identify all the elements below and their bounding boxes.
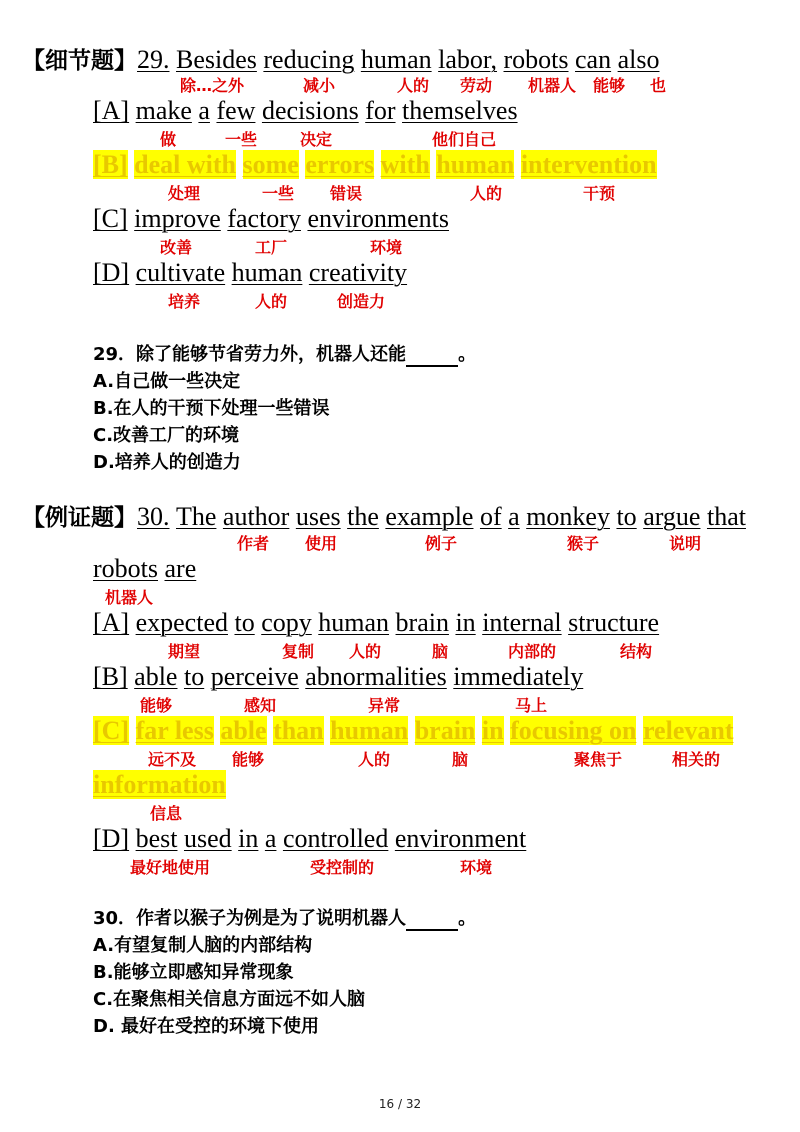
annotation: 异常: [368, 696, 401, 715]
option-word: cultivate: [135, 258, 226, 287]
q29-option-c-notes: [0, 238, 800, 258]
option-word: in: [455, 608, 476, 637]
q29-stem-line: [22, 42, 660, 75]
option-label: [C]: [93, 716, 130, 745]
annotation: 环境: [460, 858, 493, 877]
q30-translation-question: [93, 907, 476, 931]
stem-word: of: [479, 502, 502, 531]
option-word: brain: [414, 716, 476, 745]
annotation: 能够: [232, 750, 265, 769]
q29-option-d: [93, 258, 407, 288]
option-word: with: [380, 150, 430, 179]
annotation: 聚焦于: [574, 750, 623, 769]
option-label: [B]: [93, 662, 128, 691]
annotation: 人的: [349, 642, 382, 661]
option-word: far less: [135, 716, 214, 745]
q30-option-c-continued: [93, 770, 226, 800]
stem-word: that: [706, 502, 746, 531]
annotation: 人的: [470, 184, 503, 203]
option-word: deal with: [134, 150, 237, 179]
option-word: themselves: [402, 96, 518, 125]
annotation: 处理: [168, 184, 201, 203]
q29-option-b: [93, 150, 657, 180]
annotation: 除…之外: [180, 76, 245, 95]
option-word: expected: [135, 608, 228, 637]
annotation: 能够: [593, 76, 626, 95]
stem-word: a: [508, 502, 520, 531]
option-word: immediately: [453, 662, 584, 691]
annotation: 环境: [370, 238, 403, 257]
annotation: 内部的: [508, 642, 557, 661]
q30-stem-notes: [0, 534, 800, 554]
option-word: to: [234, 608, 255, 637]
annotation: 猴子: [567, 534, 600, 553]
annotation: 一些: [262, 184, 295, 203]
option-word: intervention: [520, 150, 657, 179]
q29-translation-choice-d: D.培养人的创造力: [93, 452, 241, 473]
q29-option-c: [93, 204, 449, 234]
stem-word: example: [385, 502, 474, 531]
option-word: human: [330, 716, 409, 745]
stem-word: Besides: [176, 45, 257, 74]
annotation: 脑: [432, 642, 449, 661]
option-word: able: [134, 662, 178, 691]
stem-word: argue: [643, 502, 701, 531]
stem-word: are: [164, 554, 197, 583]
annotation: 机器人: [528, 76, 577, 95]
option-word: able: [220, 716, 267, 745]
annotation: 感知: [244, 696, 277, 715]
annotation: 改善: [160, 238, 193, 257]
option-word: human: [318, 608, 390, 637]
option-label: [B]: [93, 150, 128, 179]
q30-stem-line: [22, 499, 746, 532]
option-label: [D]: [93, 824, 130, 853]
annotation: 作者: [237, 534, 270, 553]
option-word: factory: [227, 204, 301, 233]
annotation: 一些: [225, 130, 258, 149]
stem-word: labor,: [438, 45, 498, 74]
stem-word: also: [617, 45, 660, 74]
q29-option-b-notes: [0, 184, 800, 204]
translation-question: 30．作者以猴子为例是为了说明机器人: [93, 908, 407, 929]
option-word: human: [231, 258, 303, 287]
option-word: human: [436, 150, 515, 179]
option-word: few: [216, 96, 256, 125]
annotation: 能够: [140, 696, 173, 715]
annotation: 受控制的: [310, 858, 375, 877]
option-word: in: [238, 824, 259, 853]
option-word: used: [183, 824, 232, 853]
q30-option-c2-notes: [0, 804, 800, 824]
option-word: some: [242, 150, 299, 179]
annotation: 人的: [358, 750, 391, 769]
option-word: structure: [568, 608, 660, 637]
option-label: [A]: [93, 96, 130, 125]
q29-translation-choice-c: C.改善工厂的环境: [93, 425, 240, 446]
q29-tag: 【细节题】: [22, 48, 137, 74]
option-label: [D]: [93, 258, 130, 287]
annotation: 他们自己: [432, 130, 497, 149]
stem-word: uses: [295, 502, 341, 531]
stem-word: The: [176, 502, 217, 531]
q29-stem: [137, 45, 660, 74]
annotation: 结构: [620, 642, 653, 661]
option-word: a: [264, 824, 277, 853]
stem-word: can: [575, 45, 612, 74]
option-word: creativity: [308, 258, 408, 287]
annotation: 脑: [452, 750, 469, 769]
annotation: 人的: [397, 76, 430, 95]
stem-word: the: [347, 502, 379, 531]
q29-option-a: [93, 96, 518, 126]
annotation: 远不及: [148, 750, 197, 769]
q29-stem-notes: [0, 76, 800, 96]
q30-option-c: [93, 716, 733, 746]
option-word: environment: [394, 824, 527, 853]
option-word: decisions: [261, 96, 359, 125]
option-word: focusing on: [510, 716, 637, 745]
annotation: 期望: [168, 642, 201, 661]
q30-translation-choice-a: A.有望复制人脑的内部结构: [93, 935, 313, 956]
q30-stem2-notes: [0, 588, 800, 608]
translation-question: 29．除了能够节省劳力外，机器人还能: [93, 344, 407, 365]
annotation: 减小: [303, 76, 336, 95]
option-word: environments: [307, 204, 449, 233]
annotation: 干预: [583, 184, 616, 203]
q29-translation-choice-a: A.自己做一些决定: [93, 371, 241, 392]
stem-word: robots: [503, 45, 569, 74]
q30-translation-choice-b: B.能够立即感知异常现象: [93, 962, 294, 983]
annotation: 创造力: [337, 292, 386, 311]
annotation: 复制: [282, 642, 315, 661]
option-label: [C]: [93, 204, 128, 233]
annotation: 使用: [305, 534, 338, 553]
translation-end: 。: [458, 908, 477, 929]
stem-word: 29.: [137, 45, 170, 74]
option-word: in: [481, 716, 504, 745]
q29-translation-choice-b: B.在人的干预下处理一些错误: [93, 398, 330, 419]
option-word: for: [365, 96, 396, 125]
q30-stem-line-2: [93, 554, 196, 584]
option-word: abnormalities: [305, 662, 447, 691]
translation-end: 。: [458, 344, 477, 365]
annotation: 错误: [330, 184, 363, 203]
annotation: 信息: [150, 804, 183, 823]
annotation: 相关的: [672, 750, 721, 769]
annotation: 也: [650, 76, 667, 95]
stem-word: author: [222, 502, 290, 531]
option-word: to: [183, 662, 205, 691]
annotation: 劳动: [460, 76, 493, 95]
option-word: controlled: [282, 824, 389, 853]
option-word: improve: [134, 204, 221, 233]
stem-word: monkey: [526, 502, 610, 531]
stem-word: to: [616, 502, 637, 531]
option-word: copy: [261, 608, 312, 637]
answer-blank: [406, 911, 458, 931]
q30-translation-choice-c: C.在聚焦相关信息方面远不如人脑: [93, 989, 366, 1010]
answer-blank: [406, 347, 458, 367]
q30-option-c-notes: [0, 750, 800, 770]
annotation: 最好地使用: [130, 858, 211, 877]
annotation: 例子: [425, 534, 458, 553]
annotation: 机器人: [105, 588, 154, 607]
q30-option-a-notes: [0, 642, 800, 662]
q29-option-a-notes: [0, 130, 800, 150]
option-word: make: [135, 96, 192, 125]
annotation: 决定: [300, 130, 333, 149]
q30-option-a: [93, 608, 659, 638]
stem-word: human: [360, 45, 432, 74]
q30-option-b-notes: [0, 696, 800, 716]
page-number: 16 / 32: [378, 1097, 422, 1111]
stem-word: reducing: [263, 45, 355, 74]
annotation: 说明: [669, 534, 702, 553]
q30-stem: [137, 502, 746, 531]
option-word: errors: [305, 150, 375, 179]
q29-option-d-notes: [0, 292, 800, 312]
q30-tag: 【例证题】: [22, 505, 137, 531]
q30-option-d-notes: [0, 858, 800, 878]
option-word: information: [93, 770, 226, 799]
q29-translation-question: [93, 343, 476, 367]
option-word: brain: [395, 608, 449, 637]
option-label: [A]: [93, 608, 130, 637]
annotation: 培养: [168, 292, 201, 311]
q30-translation-choice-d: D. 最好在受控的环境下使用: [93, 1016, 320, 1037]
q30-option-d: [93, 824, 526, 854]
option-word: than: [273, 716, 324, 745]
option-word: best: [135, 824, 178, 853]
stem-word: robots: [93, 554, 158, 583]
annotation: 马上: [515, 696, 548, 715]
option-word: relevant: [642, 716, 734, 745]
option-word: a: [198, 96, 210, 125]
stem-word: 30.: [137, 502, 170, 531]
option-word: internal: [482, 608, 562, 637]
annotation: 做: [160, 130, 177, 149]
annotation: 人的: [255, 292, 288, 311]
q30-option-b: [93, 662, 583, 692]
option-word: perceive: [210, 662, 299, 691]
annotation: 工厂: [255, 238, 288, 257]
